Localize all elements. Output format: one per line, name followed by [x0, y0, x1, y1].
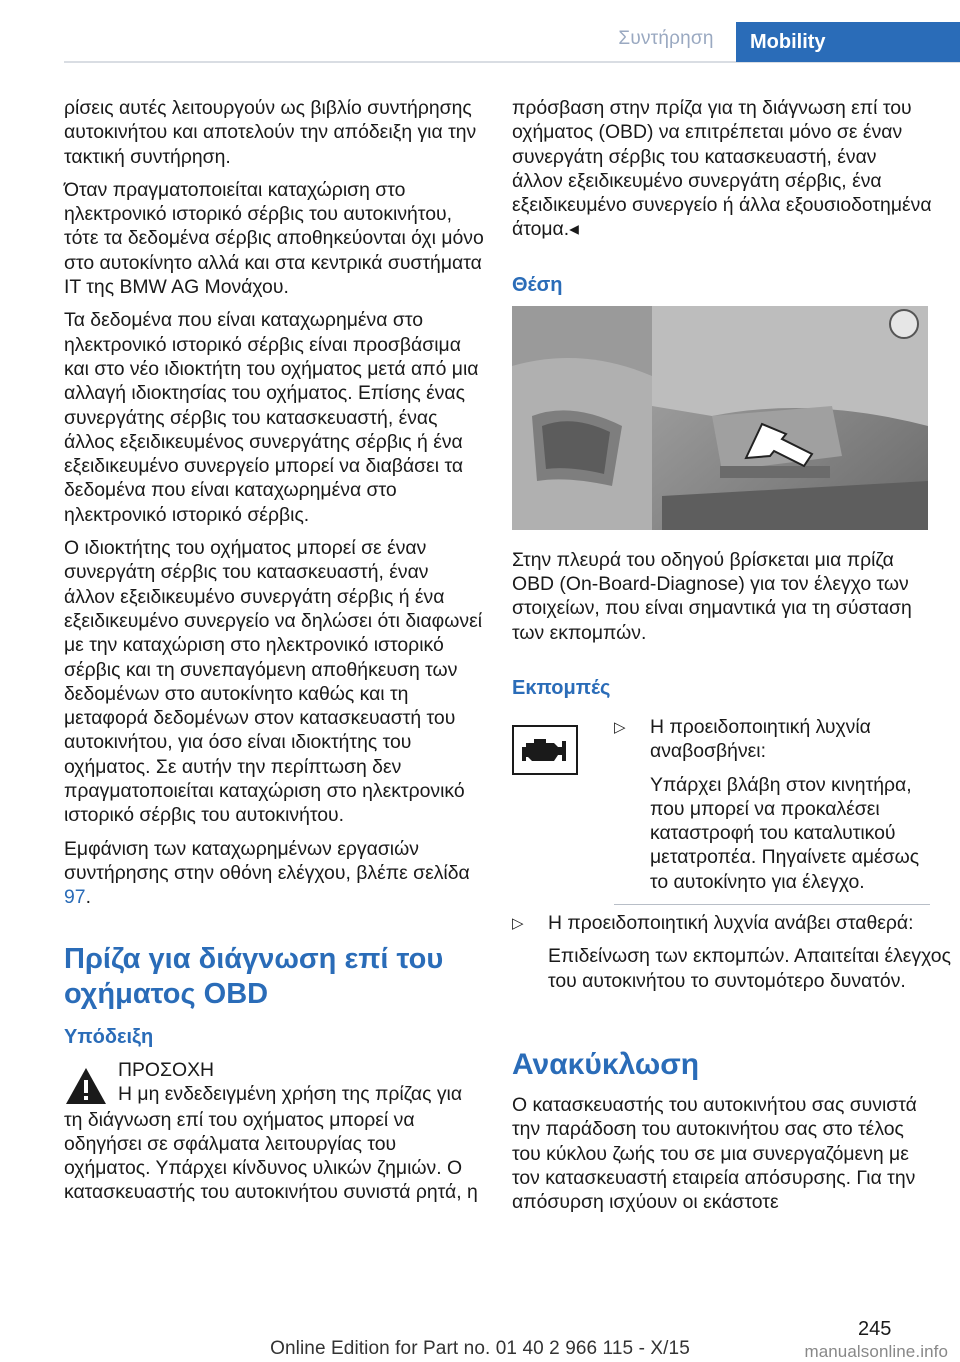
paragraph: πρόσβαση στην πρίζα για τη διάγνωση επί του οχήματος (OBD) να επιτρέπεται μόνο σε έναν συνεργάτη σέρβις του κατασκευαστή, έναν άλλον εξειδικευμένο συνεργάτη σέρβις, ένα εξειδικευμένο συνεργείο ή άλλα εξουσιοδοτημένα άτομα.◂ [512, 97, 932, 241]
page-link[interactable]: 97 [64, 886, 86, 909]
bullet-triangle-icon: ▷ [614, 718, 626, 736]
page-number: 245 [858, 1318, 892, 1340]
warning-triangle-icon [64, 1066, 108, 1106]
list-item [614, 709, 930, 905]
warning-text: τη διάγνωση επί του οχήματος μπορεί να οδηγήσει σε σφάλματα λειτουργίας του οχήματος. Υπάρχει κίνδυνος υλικών ζημιών. Ο κατασκευαστής του αυτοκινήτου συνιστά ρητά, η [64, 1108, 478, 1204]
list-item-title: Η προειδοποιητική λυχνία αναβοσβήνει: [650, 715, 871, 763]
header-section-label[interactable]: Συντήρηση [618, 28, 714, 49]
section-heading-recycling: Ανακύκλωση [512, 1047, 700, 1081]
page-header [0, 0, 960, 64]
paragraph: Στην πλευρά του οδηγού βρίσκεται μια πρίζα OBD (On-Board-Diagnose) για τον έλεγχο των στοιχείων, που είναι σημαντικά για τη σύσταση των εκπομπών. [512, 548, 912, 644]
paragraph: Τα δεδομένα που είναι καταχωρημένα στο ηλεκτρονικό ιστορικό σέρβις είναι προσβάσιμα και στο νέο ιδιοκτήτη του οχήματος μετά από μια αλλαγή ιδιοκτησίας του οχήματος. Επίσης ένας συνεργάτης σέρβις του κατασκευαστή, ένας άλλος εξειδικευμένος συνεργάτης σέρβις ή ένα εξειδικευμένο συνεργείο μπορεί να διαβάσει τα δεδομένα που είναι καταχωρημένα στο ηλεκτρονικό ιστορικό σέρβις. [64, 309, 479, 526]
right-column [512, 96, 951, 1223]
header-tab-mobility[interactable]: Mobility [736, 22, 960, 62]
bullet-triangle-icon: ▷ [512, 915, 524, 933]
list-item-body: Επιδείνωση των εκπομπών. Απαιτείται έλεγχος του αυτοκινήτου το συντομότερο δυνατόν. [548, 945, 951, 992]
paragraph [64, 837, 484, 910]
list-item-title: Η προειδοποιητική λυχνία ανάβει σταθερά: [548, 912, 914, 935]
list-item-body: Υπάρχει βλάβη στον κινητήρα, που μπορεί να προκαλέσει καταστροφή του καταλυτικού μετατροπέα. Πηγαίνετε αμέσως το αυτοκίνητο για έλεγχο. [650, 773, 920, 893]
warning-block [64, 1058, 484, 1108]
obd-location-photo [512, 306, 928, 530]
paragraph: Όταν πραγματοποιείται καταχώριση στο ηλεκτρονικό ιστορικό σέρβις του αυτοκινήτου, τότε τα δεδομένα σέρβις αποθηκεύονται όχι μόνο στο αυτοκίνητο αλλά και στα κεντρικά συστήματα IT της BMW AG Μονάχου. [64, 178, 484, 299]
subheading-emissions: Εκπομπές [512, 676, 611, 699]
paragraph: ρίσεις αυτές λειτουργούν ως βιβλίο συντήρησης αυτοκινήτου και αποτελούν την απόδειξη για την τακτική συντήρηση. [64, 97, 477, 168]
footer-watermark: manualsonline.info [804, 1342, 948, 1361]
subheading-location: Θέση [512, 273, 563, 296]
paragraph-text: Εμφάνιση των καταχωρημένων εργασιών συντήρησης στην οθόνη ελέγχου, βλέπε σελίδα [64, 837, 470, 884]
left-column [64, 96, 484, 1205]
paragraph: Ο ιδιοκτήτης του οχήματος μπορεί σε έναν συνεργάτη σέρβις του κατασκευαστή, έναν άλλον εξειδικευμένο συνεργάτη σέρβις ή ένα εξειδικευμένο συνεργείο να δηλώσει ότι διαφωνεί με την καταχώριση στο ηλεκτρονικό ιστορικό σέρβις και τη συνεπαγόμενη αποθήκευση των δεδομένων στο αυτοκίνητο καθώς και τη μεταφορά δεδομένων στον κατασκευαστή του αυτοκινήτου, για όσο είναι ιδιοκτήτης του οχήματος. Σε αυτήν την περίπτωση δεν πραγματοποιείται καταχώριση στο ηλεκτρονικό ιστορικό σέρβις του αυτοκινήτου. [64, 537, 483, 827]
engine-warning-icon [512, 725, 578, 775]
section-heading-obd: Πρίζα για διάγνωση επί του οχήματος OBD [64, 942, 444, 1010]
emissions-row [512, 709, 951, 1003]
warning-lead: Η μη ενδεδειγμένη χρήση της πρίζας για [118, 1082, 463, 1105]
paragraph-end: . [85, 886, 91, 909]
warning-title: ΠΡΟΣΟΧΗ [118, 1058, 215, 1081]
page-footer [0, 1338, 960, 1360]
list-item [512, 905, 960, 1003]
paragraph: Ο κατασκευαστής του αυτοκινήτου σας συνιστά την παράδοση του αυτοκινήτου σας στο τέλος του κύκλου ζωής του σε μια συνεργαζόμενη με τον κατασκευαστή εταιρεία απόσυρσης. Για την απόσυρση ισχύουν οι εκάστοτε [512, 1093, 917, 1214]
footer-edition: Online Edition for Part no. 01 40 2 966 115 - X/15 [270, 1338, 690, 1359]
subheading-note: Υπόδειξη [64, 1025, 154, 1048]
emissions-list [512, 709, 951, 1003]
